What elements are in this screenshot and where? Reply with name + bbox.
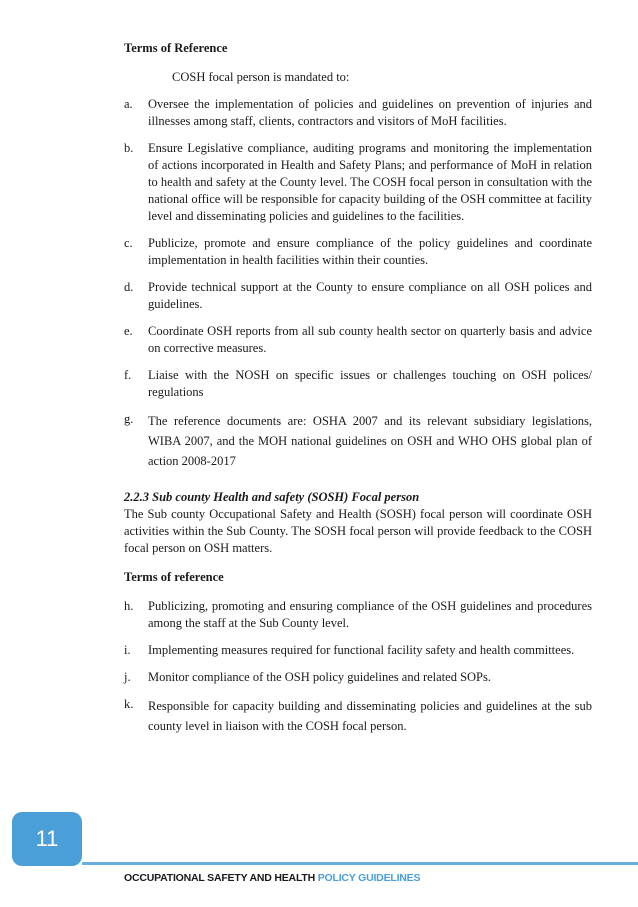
- list-item: [124, 323, 592, 357]
- list-marker: e.: [124, 324, 133, 338]
- terms-of-reference-heading: Terms of Reference: [124, 41, 228, 55]
- footer-title-part2: POLICY GUIDELINES: [317, 872, 421, 884]
- list-marker: a.: [124, 97, 133, 111]
- list-marker: c.: [124, 236, 133, 250]
- cosh-terms-list: [124, 96, 592, 471]
- sosh-section-heading: 2.2.3 Sub county Health and safety (SOSH) Focal person: [124, 490, 420, 504]
- list-item-text: Oversee the implementation of policies and guidelines on prevention of injuries and illnesses among staff, clients, contractors and visitors of MoH facilities.: [148, 97, 592, 128]
- list-item-text: Coordinate OSH reports from all sub county health sector on quarterly basis and advice on corrective measures.: [148, 324, 592, 355]
- list-item-text: Monitor compliance of the OSH policy guidelines and related SOPs.: [148, 670, 491, 684]
- list-marker: h.: [124, 599, 134, 613]
- list-item: [124, 598, 592, 632]
- list-marker: i.: [124, 643, 131, 657]
- footer-title-part1: OCCUPATIONAL SAFETY AND HEALTH: [124, 872, 315, 884]
- list-item: [124, 696, 592, 736]
- list-item: [124, 140, 592, 225]
- list-item-text: Implementing measures required for functional facility safety and health committees.: [148, 643, 575, 657]
- list-item-text: Responsible for capacity building and disseminating policies and guidelines at the sub county level in liaison with the COSH focal person.: [148, 699, 592, 733]
- sosh-paragraph: The Sub county Occupational Safety and Health (SOSH) focal person will coordinate OSH activities within the Sub County. The SOSH focal person will provide feedback to the COSH focal person on OSH matters.: [124, 507, 592, 555]
- list-item: [124, 669, 592, 686]
- cosh-intro: COSH focal person is mandated to:: [172, 70, 350, 84]
- list-item-text: Publicizing, promoting and ensuring compliance of the OSH guidelines and procedures among the staff at the Sub County level.: [148, 599, 592, 630]
- page-number-badge: [12, 812, 82, 866]
- list-item-text: Ensure Legislative compliance, auditing programs and monitoring the implementation of actions incorporated in Health and Safety Plans; and performance of MoH in relation to health and safety at the County level. The COSH focal person in consultation with the national office will be responsible for capacity building of the OSH committee at facility level and disseminating policies and guidelines to the facilities.: [148, 141, 592, 223]
- list-item: [124, 642, 592, 659]
- list-item: [124, 367, 592, 401]
- list-marker: b.: [124, 141, 134, 155]
- footer-divider: [82, 862, 638, 865]
- list-marker: d.: [124, 280, 134, 294]
- list-item-text: Provide technical support at the County to ensure compliance on all OSH polices and guidelines.: [148, 280, 592, 311]
- list-item-text: Publicize, promote and ensure compliance of the policy guidelines and coordinate implementation in health facilities within their counties.: [148, 236, 592, 267]
- page-number: 11: [35, 826, 59, 851]
- list-marker: f.: [124, 368, 132, 382]
- list-marker: k.: [124, 697, 134, 711]
- footer-title: [124, 872, 420, 884]
- list-item: [124, 235, 592, 269]
- page-content: [124, 40, 592, 746]
- list-marker: j.: [124, 670, 131, 684]
- sosh-terms-heading: Terms of reference: [124, 570, 224, 584]
- list-marker: g.: [124, 412, 134, 426]
- list-item: [124, 96, 592, 130]
- list-item: [124, 411, 592, 471]
- list-item-text: The reference documents are: OSHA 2007 and its relevant subsidiary legislations, WIBA 2007, and the MOH national guidelines on OSH and WHO OHS global plan of action 2008-2017: [148, 414, 592, 468]
- list-item: [124, 279, 592, 313]
- list-item-text: Liaise with the NOSH on specific issues or challenges touching on OSH polices/ regulations: [148, 368, 592, 399]
- sosh-terms-list: [124, 598, 592, 736]
